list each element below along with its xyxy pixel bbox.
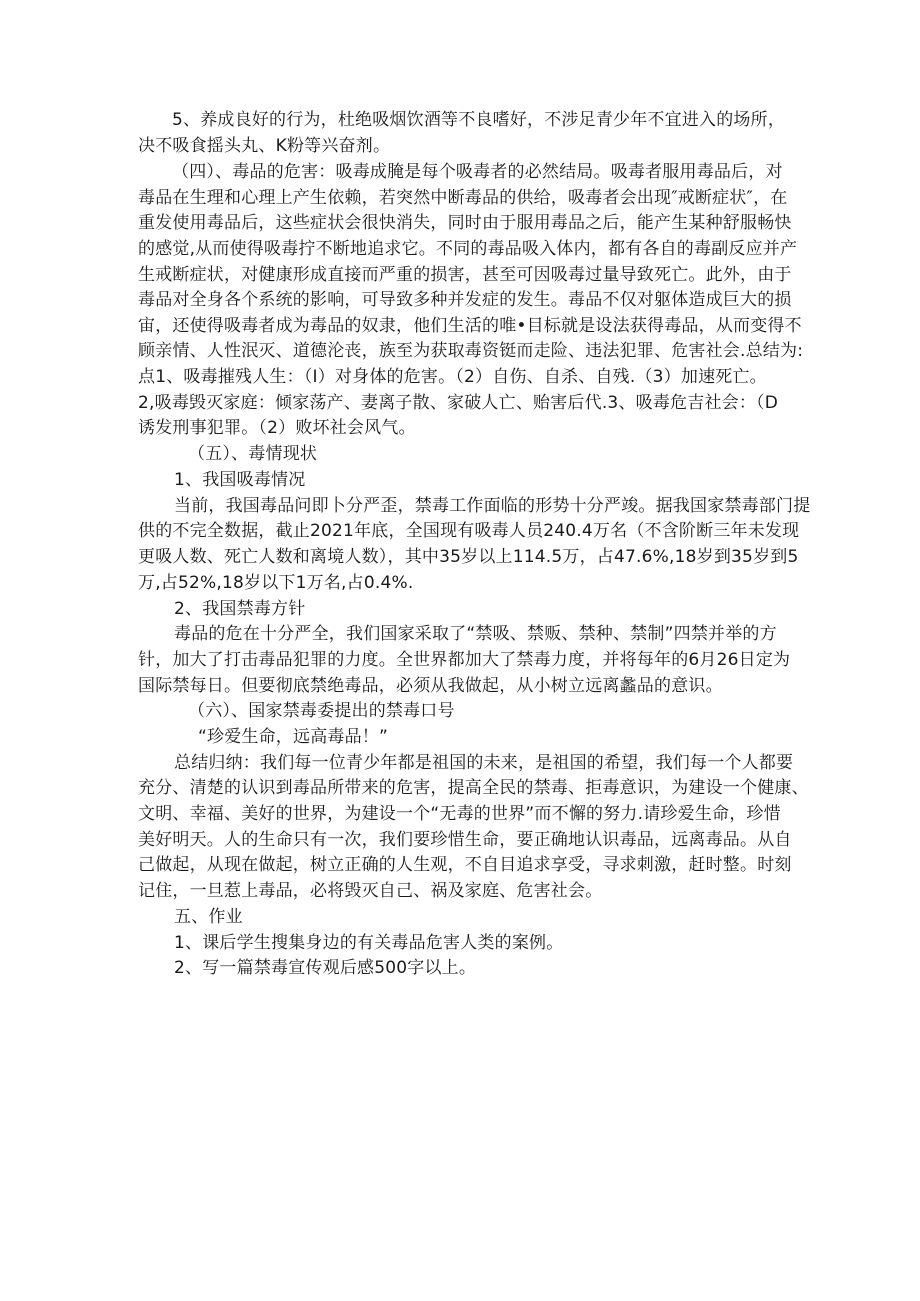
list-item: 1、课后学生搜集身边的有关毒品危害人类的案例。 [174,933,564,953]
text-line: 己做起，从现在做起，树立正确的人生观，不自目追求享受，寻求刺激，赶时整。时刻 [138,855,792,875]
text-line: 总结归纳：我们每一位青少年都是祖国的未来，是祖国的希望，我们每一个人都要 [174,753,794,773]
text-line: 决不吸食摇头丸、K粉等兴奋剂。 [138,136,391,156]
list-item: 2、写一篇禁毒宣传观后感500字以上。 [174,958,477,978]
text-line: （四）、毒品的危害：吸毒成腌是每个吸毒者的必然结局。吸毒者服用毒品后，对 [172,162,783,182]
section-heading: （五）、毒情现状 [188,444,318,464]
text-line: 毒品对全身各个系统的影响，可导致多种并发症的发生。毒品不仅对躯体造成巨大的损 [138,290,792,310]
slogan-text: “珍爱生命，远高毒品！” [198,727,389,747]
text-line: 国际禁每日。但要彻底禁绝毒品，必须从我做起，从小树立远离蠡品的意识。 [138,676,723,696]
text-line: 文明、幸福、美好的世界，为建设一个“无毒的世界”而不懈的努力.请珍爱生命，珍惜 [138,804,781,824]
text-line: 记住，一旦惹上毒品，必将毁灭自己、祸及家庭、危害社会。 [138,881,603,901]
text-line: 毒品的危在十分严全，我们国家采取了“禁吸、禁贩、禁种、禁制”四禁并举的方 [174,624,777,644]
section-heading: 五、作业 [174,907,243,927]
section-heading: （六）、国家禁毒委提出的禁毒口号 [188,701,455,721]
text-line: 供的不完全数据，截止2021年底，全国现有吸毒人员240.4万名（不含阶断三年未发现 [138,521,800,541]
text-line: 重发使用毒品后，这些症状会很快消失，同时由于服用毒品之后，能产生某种舒服畅快 [138,213,792,233]
text-line: 万,占52%,18岁以下1万名,占0.4%. [138,573,414,593]
text-line: 顾亲情、人性泯灭、道德沦丧，族至为获取毒资铤而走险、违法犯罪、危害社会.总结为: [138,341,804,361]
text-line: 点1、吸毒摧残人生：（I）对身体的危害。（2）自伤、自杀、自残.（3）加速死亡。 [138,367,767,387]
text-line: 当前，我国毒品问即卜分严歪，禁毒工作面临的形势十分严竣。据我国家禁毒部门提 [174,496,811,516]
subsection-heading: 2、我国禁毒方针 [174,599,306,619]
text-line: 2,吸毒毁灭家庭：倾家荡产、妻离子散、家破人亡、贻害后代.3、吸毒危吉社会：（D [138,393,779,413]
text-line: 更吸人数、死亡人数和离境人数），其中35岁以上114.5万，占47.6%,18岁到35岁到5 [138,547,799,567]
text-line: 充分、清楚的认识到毒品所带来的危害，提高全民的禁毒、拒毒意识，为建设一个健康、 [138,778,809,798]
text-line: 针，加大了打击毒品犯罪的力度。全世界都加大了禁毒力度，并将每年的6月26日定为 [138,650,791,670]
text-line: 宙，还使得吸毒者成为毒品的奴隶，他们生活的唯•目标就是设法获得毒品，从而变得不 [138,316,802,336]
text-line: 生戒断症状，对健康形成直接而严重的损害，甚至可因吸毒过量导致死亡。此外，由于 [138,265,792,285]
text-line: 诱发刑事犯罪。（2）败坏社会风气。 [138,418,416,438]
text-line: 5、养成良好的行为，杜绝吸烟饮酒等不良嗜好，不涉足青少年不宜进入的场所， [172,110,786,130]
subsection-heading: 1、我国吸毒情况 [174,470,306,490]
text-line: 的感觉,从而使得吸毒拧不断地追求它。不同的毒品吸入体内，都有各自的毒副反应并产 [138,239,798,259]
text-line: 毒品在生理和心理上产生依赖，若突然中断毒品的供给，吸毒者会出现″戒断症状″，在 [138,188,788,208]
text-line: 美好明天。人的生命只有一次，我们要珍惜生命，要正确地认识毒品，远离毒品。从自 [138,830,792,850]
